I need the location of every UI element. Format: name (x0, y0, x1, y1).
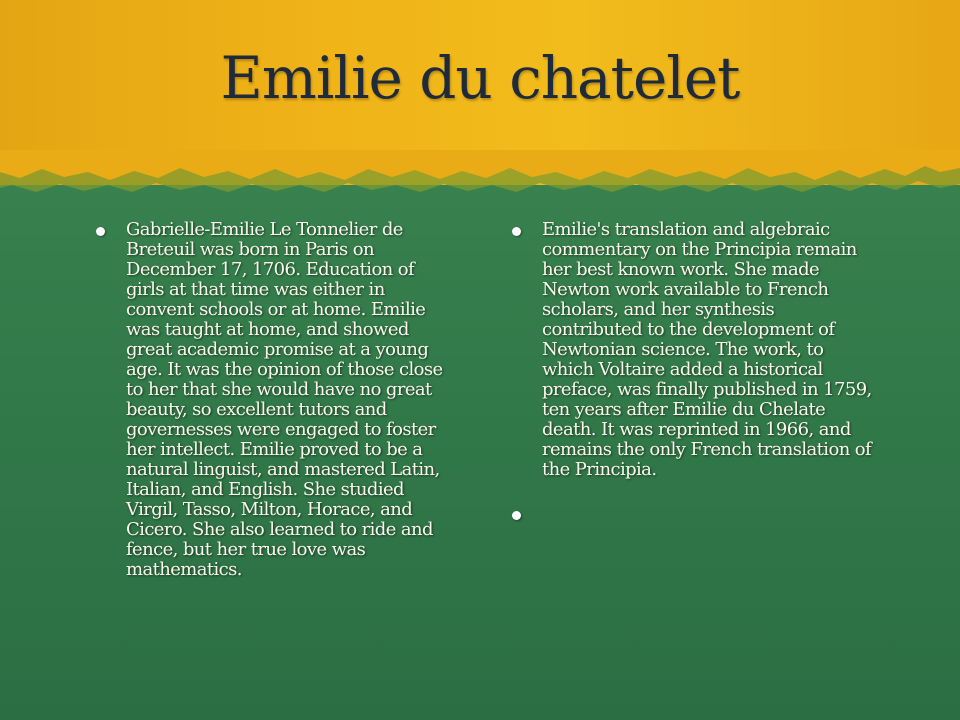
right-bullet-list (508, 220, 872, 524)
bullet-icon (512, 227, 521, 236)
bullet-item (92, 220, 452, 580)
slide-title: Emilie du chatelet (220, 44, 740, 112)
left-column (92, 220, 452, 604)
bullet-text: Gabrielle-Emilie Le Tonnelier de Breteuil was born in Paris on December 17, 1706. Education of girls at that time was either in convent schools or at home. Emilie was taught at home, and showed great academic promise at a young age. It was the opinion of those close to her that she would have no great beauty, so excellent tutors and governesses were engaged to foster her intellect. Emilie proved to be a natural linguist, and mastered Latin, Italian, and English. She studied Virgil, Tasso, Milton, Horace, and Cicero. She also learned to ride and fence, but her true love was mathematics. (126, 219, 443, 580)
bullet-icon (512, 511, 521, 520)
bullet-item-empty (508, 504, 872, 524)
bullet-icon (96, 227, 105, 236)
bullet-text: Emilie's translation and algebraic commentary on the Principia remain her best known work. She made Newton work available to French scholars, and her synthesis contributed to the development of Newtonian science. The work, to which Voltaire added a historical preface, was finally published in 1759, ten years after Emilie du Chelate death. It was reprinted in 1966, and remains the only French translation of the Principia. (542, 219, 872, 480)
left-bullet-list (92, 220, 452, 580)
right-column (508, 220, 872, 548)
header-torn-edge (0, 150, 960, 200)
bullet-item (508, 220, 872, 480)
